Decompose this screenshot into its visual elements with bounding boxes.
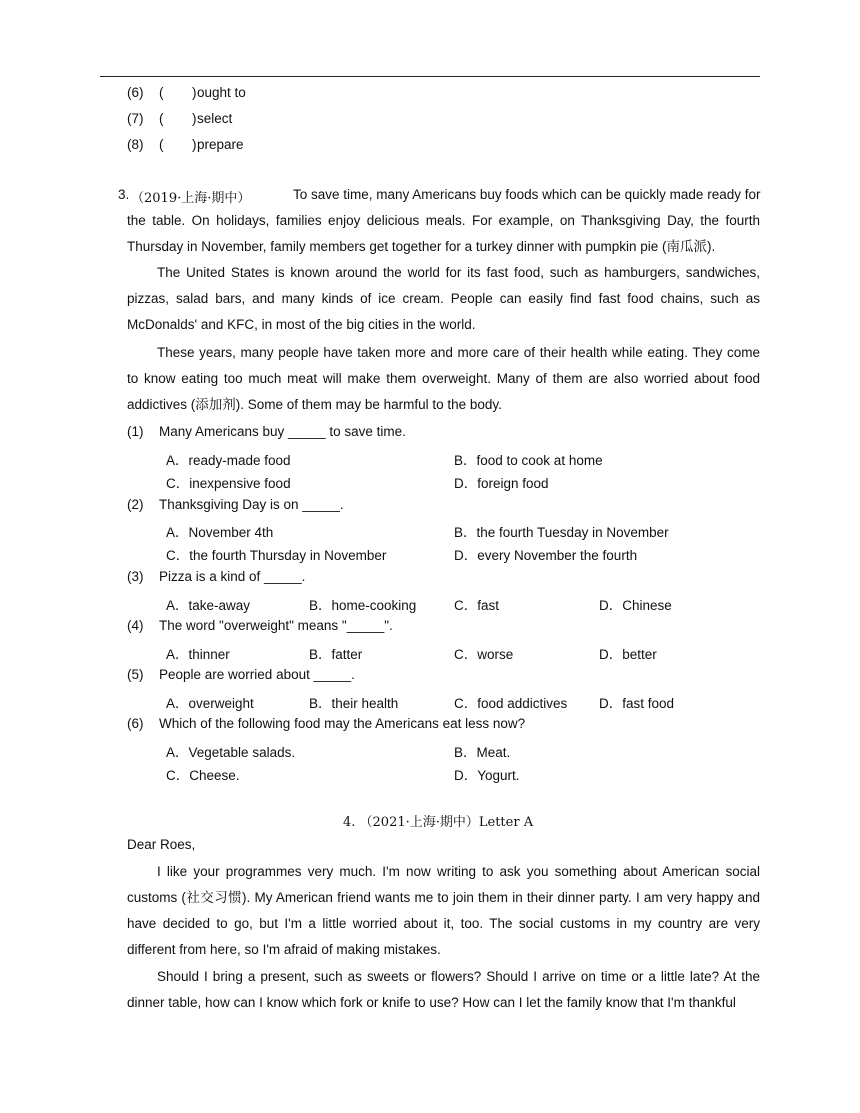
blank-open-paren: ( bbox=[159, 137, 164, 152]
question-number: 3. bbox=[118, 187, 130, 202]
question-text: The word "overweight" means "_____". bbox=[159, 618, 393, 633]
option-d[interactable]: D．foreign food bbox=[454, 476, 549, 491]
blank-open-paren: ( bbox=[159, 111, 164, 126]
question-text: People are worried about _____. bbox=[159, 667, 355, 682]
blank-number: (6) bbox=[127, 85, 144, 100]
question-text: Thanksgiving Day is on _____. bbox=[159, 497, 344, 512]
passage-paragraph-3: These years, many people have taken more and more care of their health while eating. They come to know eating too much meat will make them overweight. Many of them are also worried about food addictives (添加剂). Some of them may be harmful to the body. bbox=[127, 345, 760, 412]
option-a[interactable]: A．November 4th bbox=[166, 525, 274, 540]
option-d[interactable]: D．Chinese bbox=[599, 598, 672, 613]
option-c[interactable]: C．food addictives bbox=[454, 696, 568, 711]
option-a[interactable]: A．take-away bbox=[166, 598, 251, 613]
option-c[interactable]: C．inexpensive food bbox=[166, 476, 291, 491]
blank-close-paren: ) bbox=[192, 111, 197, 126]
option-b[interactable]: B．the fourth Tuesday in November bbox=[454, 525, 669, 540]
question-number: (1) bbox=[127, 424, 144, 439]
passage-paragraph-1: the table. On holidays, families enjoy delicious meals. For example, on Thanksgiving Day, the fourth Thursday in November, family members get together for a turkey dinner with pumpkin pie (南瓜派). bbox=[127, 213, 760, 254]
blank-word: prepare bbox=[197, 137, 244, 152]
option-d[interactable]: D．better bbox=[599, 647, 657, 662]
option-a[interactable]: A．thinner bbox=[166, 647, 230, 662]
letter-paragraph-1: I like your programmes very much. I'm now writing to ask you something about American social customs (社交习惯). My American friend wants me to join them in their dinner party. I am very happy and have decided to go, but I'm a little worried about it, too. The social customs in my country are very different from here, so I'm afraid of making mistakes. bbox=[127, 864, 760, 957]
option-d[interactable]: D．fast food bbox=[599, 696, 675, 711]
option-b[interactable]: B．fatter bbox=[309, 647, 363, 662]
question-number: (6) bbox=[127, 716, 144, 731]
question-number: (4) bbox=[127, 618, 144, 633]
option-a[interactable]: A．overweight bbox=[166, 696, 254, 711]
option-c[interactable]: C．the fourth Thursday in November bbox=[166, 548, 387, 563]
option-c[interactable]: C．Cheese. bbox=[166, 768, 240, 783]
header-rule bbox=[100, 76, 760, 77]
passage-paragraph-2: The United States is known around the world for its fast food, such as hamburgers, sandwiches, pizzas, salad bars, and many kinds of ice cream. People can easily find fast food chains, such as McDonalds' and KFC, in most of the big cities in the world. bbox=[127, 265, 760, 332]
blank-number: (8) bbox=[127, 137, 144, 152]
option-b[interactable]: B．home-cooking bbox=[309, 598, 417, 613]
question-number: (3) bbox=[127, 569, 144, 584]
blank-open-paren: ( bbox=[159, 85, 164, 100]
question-text: Many Americans buy _____ to save time. bbox=[159, 424, 406, 439]
question-heading: 4. （2021·上海·期中）Letter A bbox=[343, 815, 534, 830]
blank-number: (7) bbox=[127, 111, 144, 126]
option-c[interactable]: C．fast bbox=[454, 598, 500, 613]
blank-word: select bbox=[197, 111, 233, 126]
blank-close-paren: ) bbox=[192, 85, 197, 100]
question-text: Which of the following food may the Americans eat less now? bbox=[159, 716, 526, 731]
option-c[interactable]: C．worse bbox=[454, 647, 514, 662]
question-number: (5) bbox=[127, 667, 144, 682]
option-b[interactable]: B．their health bbox=[309, 696, 399, 711]
passage-first-line: To save time, many Americans buy foods which can be quickly made ready for bbox=[293, 187, 761, 202]
option-b[interactable]: B．Meat. bbox=[454, 745, 511, 760]
question-number: (2) bbox=[127, 497, 144, 512]
option-d[interactable]: D．every November the fourth bbox=[454, 548, 638, 563]
option-b[interactable]: B．food to cook at home bbox=[454, 453, 603, 468]
blank-word: ought to bbox=[197, 85, 246, 100]
option-d[interactable]: D．Yogurt. bbox=[454, 768, 520, 783]
option-a[interactable]: A．ready-made food bbox=[166, 453, 291, 468]
letter-paragraph-2: Should I bring a present, such as sweets or flowers? Should I arrive on time or a little late? At the dinner table, how can I know which fork or knife to use? How can I let the family know that I'm thankful bbox=[127, 969, 760, 1010]
question-source: （2019·上海·期中） bbox=[131, 191, 251, 206]
question-text: Pizza is a kind of _____. bbox=[159, 569, 306, 584]
letter-salutation: Dear Roes, bbox=[127, 837, 196, 852]
option-a[interactable]: A．Vegetable salads. bbox=[166, 745, 296, 760]
blank-close-paren: ) bbox=[192, 137, 197, 152]
